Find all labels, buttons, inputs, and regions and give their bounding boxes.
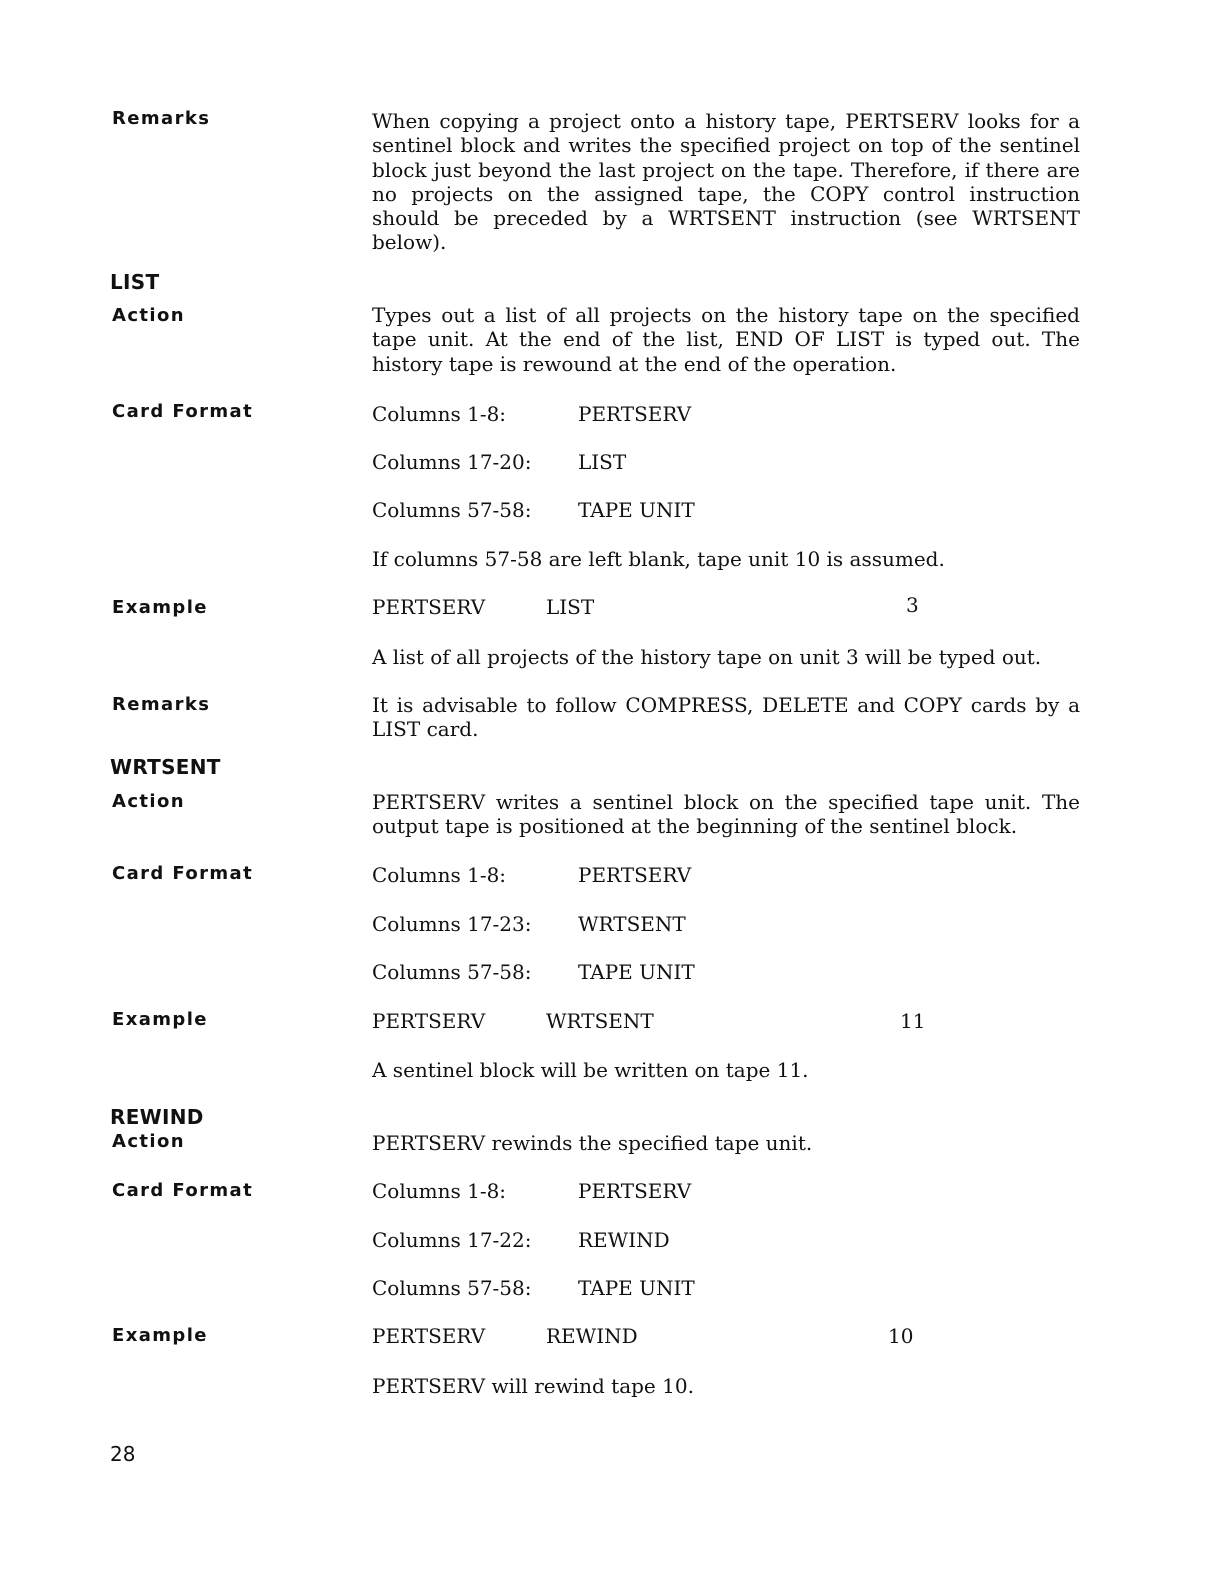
wrtsent-example-note: A sentinel block will be written on tape 11.: [372, 1058, 809, 1082]
list-example-program: PERTSERV: [372, 595, 486, 619]
wrtsent-card-columns-3: Columns 57-58:: [372, 960, 532, 984]
list-card-columns-3: Columns 57-58:: [372, 498, 532, 522]
copy-remarks-text: When copying a project onto a history tape, PERTSERV looks for a sentinel block and writes the specified project on top of the sentinel block just beyond the last project on the tape. Therefore, if there are no projects on the assigned tape, the COPY control instruction should be preceded by a WRTSENT instruction (see WRTSENT below).: [372, 109, 1080, 255]
wrtsent-card-columns-2: Columns 17-23:: [372, 912, 532, 936]
wrtsent-example-command: WRTSENT: [546, 1009, 654, 1033]
list-action-text: Types out a list of all projects on the history tape on the specified tape unit. At the end of the list, END OF LIST is typed out. The history tape is rewound at the end of the operation.: [372, 303, 1080, 376]
list-card-columns-1: Columns 1-8:: [372, 402, 507, 426]
rewind-card-value-3: TAPE UNIT: [578, 1276, 695, 1300]
rewind-card-value-1: PERTSERV: [578, 1179, 692, 1203]
list-remarks-label: Remarks: [112, 694, 211, 715]
rewind-heading: REWIND: [110, 1105, 204, 1129]
list-example-label: Example: [112, 597, 208, 618]
list-heading: LIST: [110, 270, 160, 294]
rewind-card-format-label: Card Format: [112, 1180, 254, 1201]
list-card-format-note: If columns 57-58 are left blank, tape unit 10 is assumed.: [372, 547, 945, 571]
rewind-action-text: PERTSERV rewinds the specified tape unit.: [372, 1131, 813, 1155]
rewind-card-columns-2: Columns 17-22:: [372, 1228, 532, 1252]
list-example-command: LIST: [546, 595, 595, 619]
list-action-label: Action: [112, 305, 185, 326]
rewind-example-program: PERTSERV: [372, 1324, 486, 1348]
wrtsent-card-value-2: WRTSENT: [578, 912, 686, 936]
wrtsent-card-format-label: Card Format: [112, 863, 254, 884]
rewind-card-columns-1: Columns 1-8:: [372, 1179, 507, 1203]
wrtsent-card-value-1: PERTSERV: [578, 863, 692, 887]
list-card-columns-2: Columns 17-20:: [372, 450, 532, 474]
list-card-value-2: LIST: [578, 450, 627, 474]
list-card-value-1: PERTSERV: [578, 402, 692, 426]
list-example-note: A list of all projects of the history tape on unit 3 will be typed out.: [372, 645, 1042, 669]
rewind-card-value-2: REWIND: [578, 1228, 670, 1252]
page-number: 28: [110, 1442, 136, 1466]
rewind-example-unit: 10: [888, 1324, 914, 1348]
rewind-card-columns-3: Columns 57-58:: [372, 1276, 532, 1300]
wrtsent-action-text: PERTSERV writes a sentinel block on the specified tape unit. The output tape is positioned at the beginning of the sentinel block.: [372, 790, 1080, 839]
wrtsent-card-columns-1: Columns 1-8:: [372, 863, 507, 887]
wrtsent-example-label: Example: [112, 1009, 208, 1030]
list-card-value-3: TAPE UNIT: [578, 498, 695, 522]
wrtsent-heading: WRTSENT: [110, 755, 221, 779]
list-card-format-label: Card Format: [112, 401, 254, 422]
rewind-example-command: REWIND: [546, 1324, 638, 1348]
wrtsent-card-value-3: TAPE UNIT: [578, 960, 695, 984]
list-example-unit: 3: [906, 593, 919, 617]
rewind-example-note: PERTSERV will rewind tape 10.: [372, 1374, 694, 1398]
rewind-action-label: Action: [112, 1131, 185, 1152]
wrtsent-example-unit: 11: [900, 1009, 926, 1033]
list-remarks-text: It is advisable to follow COMPRESS, DELETE and COPY cards by a LIST card.: [372, 693, 1080, 742]
copy-remarks-label: Remarks: [112, 108, 211, 129]
rewind-example-label: Example: [112, 1325, 208, 1346]
wrtsent-action-label: Action: [112, 791, 185, 812]
wrtsent-example-program: PERTSERV: [372, 1009, 486, 1033]
